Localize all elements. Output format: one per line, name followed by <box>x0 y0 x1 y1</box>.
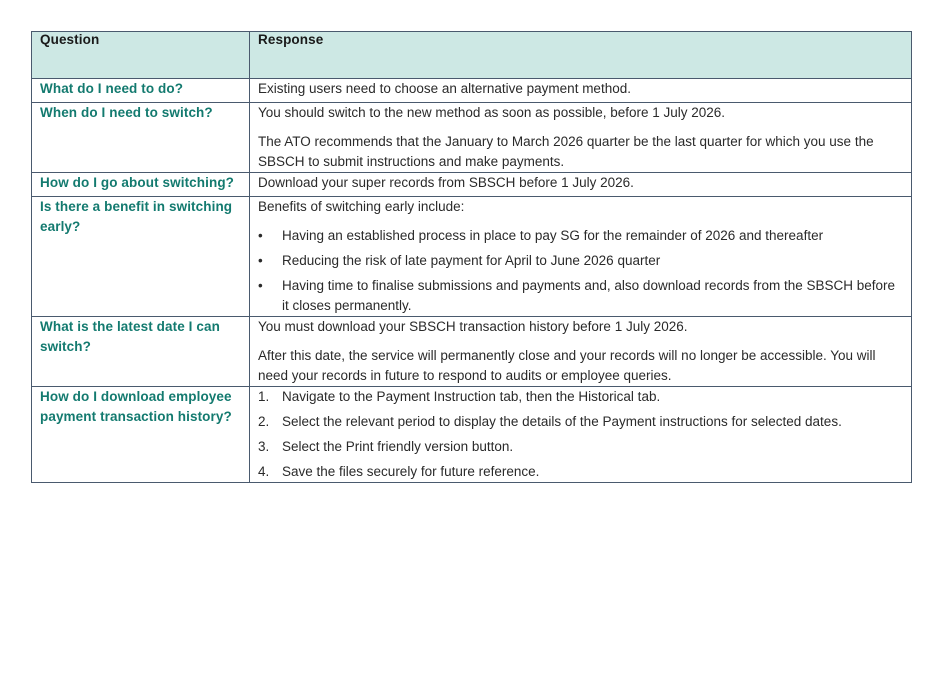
response-paragraph: Download your super records from SBSCH before 1 July 2026. <box>258 175 634 190</box>
response-cell <box>250 317 912 387</box>
table-row <box>32 197 912 317</box>
bullet-icon: • <box>258 253 263 268</box>
bullet-icon: • <box>258 278 263 293</box>
table-row <box>32 173 912 197</box>
step-number: 4. <box>258 464 270 479</box>
list-item: • Having an established process in place to pay SG for the remainder of 2026 and thereafter <box>258 226 903 246</box>
faq-table <box>31 31 912 483</box>
header-question: Question <box>32 32 250 79</box>
table-row <box>32 317 912 387</box>
response-paragraph: The ATO recommends that the January to March 2026 quarter be the last quarter for which you use the SBSCH to submit instructions and make payments. <box>258 134 874 169</box>
table-row <box>32 79 912 103</box>
header-response: Response <box>250 32 912 79</box>
step-number: 3. <box>258 439 270 454</box>
response-paragraph: You should switch to the new method as soon as possible, before 1 July 2026. <box>258 105 726 120</box>
question-cell: How do I go about switching? <box>32 173 250 197</box>
response-intro: Benefits of switching early include: <box>258 199 465 214</box>
response-cell <box>250 103 912 173</box>
list-item: 2. Select the relevant period to display the details of the Payment instructions for selected dates. <box>258 412 903 432</box>
response-paragraph: You must download your SBSCH transaction history before 1 July 2026. <box>258 319 688 334</box>
list-item: 1. Navigate to the Payment Instruction tab, then the Historical tab. <box>258 387 903 407</box>
step-number: 1. <box>258 389 270 404</box>
response-cell <box>250 387 912 483</box>
table-header-row <box>32 32 912 79</box>
response-cell <box>250 79 912 103</box>
response-cell <box>250 173 912 197</box>
question-cell: What is the latest date I can switch? <box>32 317 250 387</box>
question-cell: How do I download employee payment transaction history? <box>32 387 250 483</box>
step-number: 2. <box>258 414 270 429</box>
table-row <box>32 103 912 173</box>
list-item: 4. Save the files securely for future reference. <box>258 462 903 482</box>
question-cell: When do I need to switch? <box>32 103 250 173</box>
table-row <box>32 387 912 483</box>
bullet-icon: • <box>258 228 263 243</box>
list-item: 3. Select the Print friendly version button. <box>258 437 903 457</box>
response-paragraph: Existing users need to choose an alternative payment method. <box>258 81 631 96</box>
response-cell <box>250 197 912 317</box>
list-item: • Reducing the risk of late payment for April to June 2026 quarter <box>258 251 903 271</box>
response-paragraph: After this date, the service will permanently close and your records will no longer be accessible. You will need your records in future to respond to audits or employee queries. <box>258 348 876 383</box>
list-item: • Having time to finalise submissions and payments and, also download records from the SBSCH before it closes permanently. <box>258 278 896 313</box>
question-cell: What do I need to do? <box>32 79 250 103</box>
steps-list <box>258 387 903 482</box>
benefits-list <box>258 226 903 316</box>
question-cell: Is there a benefit in switching early? <box>32 197 250 317</box>
